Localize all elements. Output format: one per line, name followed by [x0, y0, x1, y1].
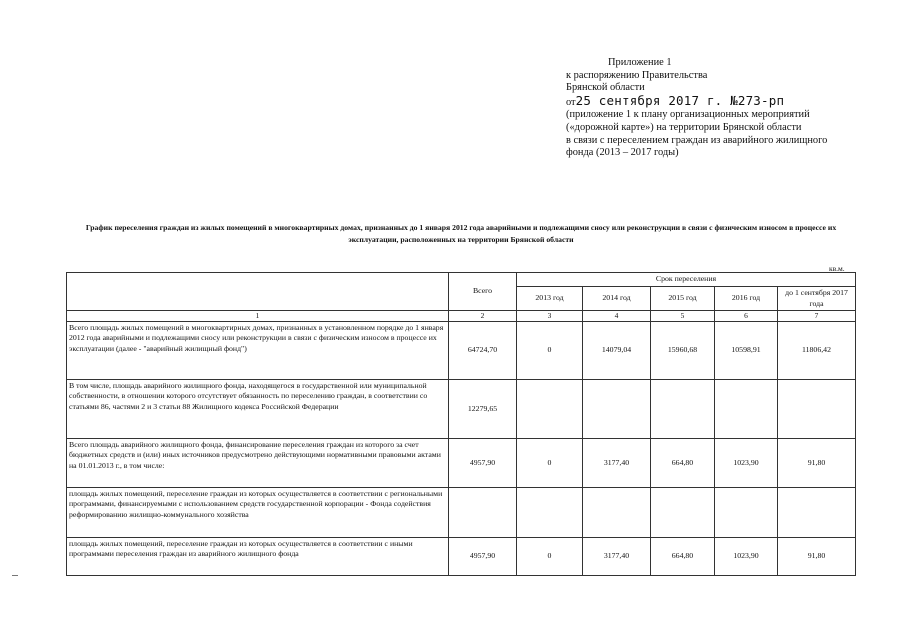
row-value-2015: 664,80 [651, 439, 715, 488]
row-description: площадь жилых помещений, переселение граждан из которых осуществляется в соответствии с иными программами переселения граждан из аварийного жилищного фонда [67, 538, 449, 576]
appendix-block [566, 57, 896, 160]
row-value-2013: 0 [517, 322, 583, 380]
row-value-2014: 3177,40 [583, 439, 651, 488]
column-number: 4 [583, 311, 651, 322]
row-value-2014: 14079,04 [583, 322, 651, 380]
row-value-2015: 664,80 [651, 538, 715, 576]
table-row [67, 439, 856, 488]
header-year-2016: 2016 год [715, 287, 778, 311]
table-row [67, 488, 856, 538]
row-description: Всего площадь жилых помещений в многоквартирных домах, признанных в установленном порядке до 1 января 2012 года аварийными и подлежащими сносу или реконструкции в связи с физическим износом в процессе их эксплуатации (далее - "аварийный жилищный фонд") [67, 322, 449, 380]
row-value-2015 [651, 380, 715, 439]
column-number: 7 [778, 311, 856, 322]
column-number: 3 [517, 311, 583, 322]
header-empty-cell [67, 273, 449, 311]
header-year-2015: 2015 год [651, 287, 715, 311]
row-description: Всего площадь аварийного жилищного фонда, финансирование переселения граждан из которого за счет бюджетных средств и (или) иных источников предусмотрено действующими нормативными правовыми актами на 01.01.2013 г., в том числе: [67, 439, 449, 488]
margin-mark [12, 575, 18, 576]
row-value-2014 [583, 488, 651, 538]
appendix-note-line-2: («дорожной карте») на территории Брянской области [566, 121, 802, 133]
row-value-2015: 15960,68 [651, 322, 715, 380]
appendix-title: Приложение 1 [608, 57, 672, 68]
handwritten-date: 25 сентября 2017 г. №273-рп [575, 92, 785, 108]
row-value-2017 [778, 488, 856, 538]
row-value-2017: 91,80 [778, 439, 856, 488]
appendix-order-line: к распоряжению Правительства [566, 69, 708, 81]
row-value-2013: 0 [517, 439, 583, 488]
column-number: 1 [67, 311, 449, 322]
row-value-2015 [651, 488, 715, 538]
table-row [67, 380, 856, 439]
header-period: Срок переселения [517, 273, 856, 287]
resettlement-table [66, 272, 856, 576]
row-value-2017: 91,80 [778, 538, 856, 576]
header-year-2013: 2013 год [517, 287, 583, 311]
row-total [449, 488, 517, 538]
column-number: 6 [715, 311, 778, 322]
row-value-2014 [583, 380, 651, 439]
row-value-2016: 10598,91 [715, 322, 778, 380]
row-total: 12279,65 [449, 380, 517, 439]
row-total: 4957,90 [449, 439, 517, 488]
column-number: 2 [449, 311, 517, 322]
unit-label: кв.м. [829, 264, 845, 273]
row-value-2014: 3177,40 [583, 538, 651, 576]
header-year-2017: до 1 сентября 2017 года [778, 287, 856, 311]
row-value-2013 [517, 380, 583, 439]
row-description: площадь жилых помещений, переселение граждан из которых осуществляется в соответствии с региональными программами, финансируемыми с использованием средств государственной корпорации - Фонда содействия реформированию жилищно-коммунального хозяйства [67, 488, 449, 538]
appendix-note-line-3: в связи с переселением граждан из аварийного жилищного [566, 134, 828, 146]
table-row [67, 538, 856, 576]
row-description: В том числе, площадь аварийного жилищного фонда, находящегося в государственной или муниципальной собственности, в отношении которого отсутствует обязанность по переселению граждан, в соответствии со статьями 86, частями 2 и 3 статьи 88 Жилищного кодекса Российской Федерации [67, 380, 449, 439]
column-numbers-row [67, 311, 856, 322]
appendix-note-line-1: (приложение 1 к плану организационных мероприятий [566, 109, 810, 121]
document-title: График переселения граждан из жилых помещений в многоквартирных домах, признанных до 1 января 2012 года аварийными и подлежащими сносу или реконструкции в связи с физическим износом в процессе их эксплуатации, расположенных на территории Брянской области [85, 223, 837, 244]
date-prefix: от [566, 96, 576, 108]
header-year-2014: 2014 год [583, 287, 651, 311]
appendix-region-line: Брянской области [566, 82, 645, 94]
row-value-2017: 11806,42 [778, 322, 856, 380]
row-value-2016: 1023,90 [715, 538, 778, 576]
row-value-2016 [715, 488, 778, 538]
header-total: Всего [449, 273, 517, 311]
row-value-2017 [778, 380, 856, 439]
row-value-2016: 1023,90 [715, 439, 778, 488]
row-value-2013: 0 [517, 538, 583, 576]
column-number: 5 [651, 311, 715, 322]
row-total: 64724,70 [449, 322, 517, 380]
appendix-date-line [566, 92, 896, 110]
row-value-2016 [715, 380, 778, 439]
row-total: 4957,90 [449, 538, 517, 576]
row-value-2013 [517, 488, 583, 538]
table-row [67, 322, 856, 380]
appendix-note-line-4: фонда (2013 – 2017 годы) [566, 147, 679, 159]
